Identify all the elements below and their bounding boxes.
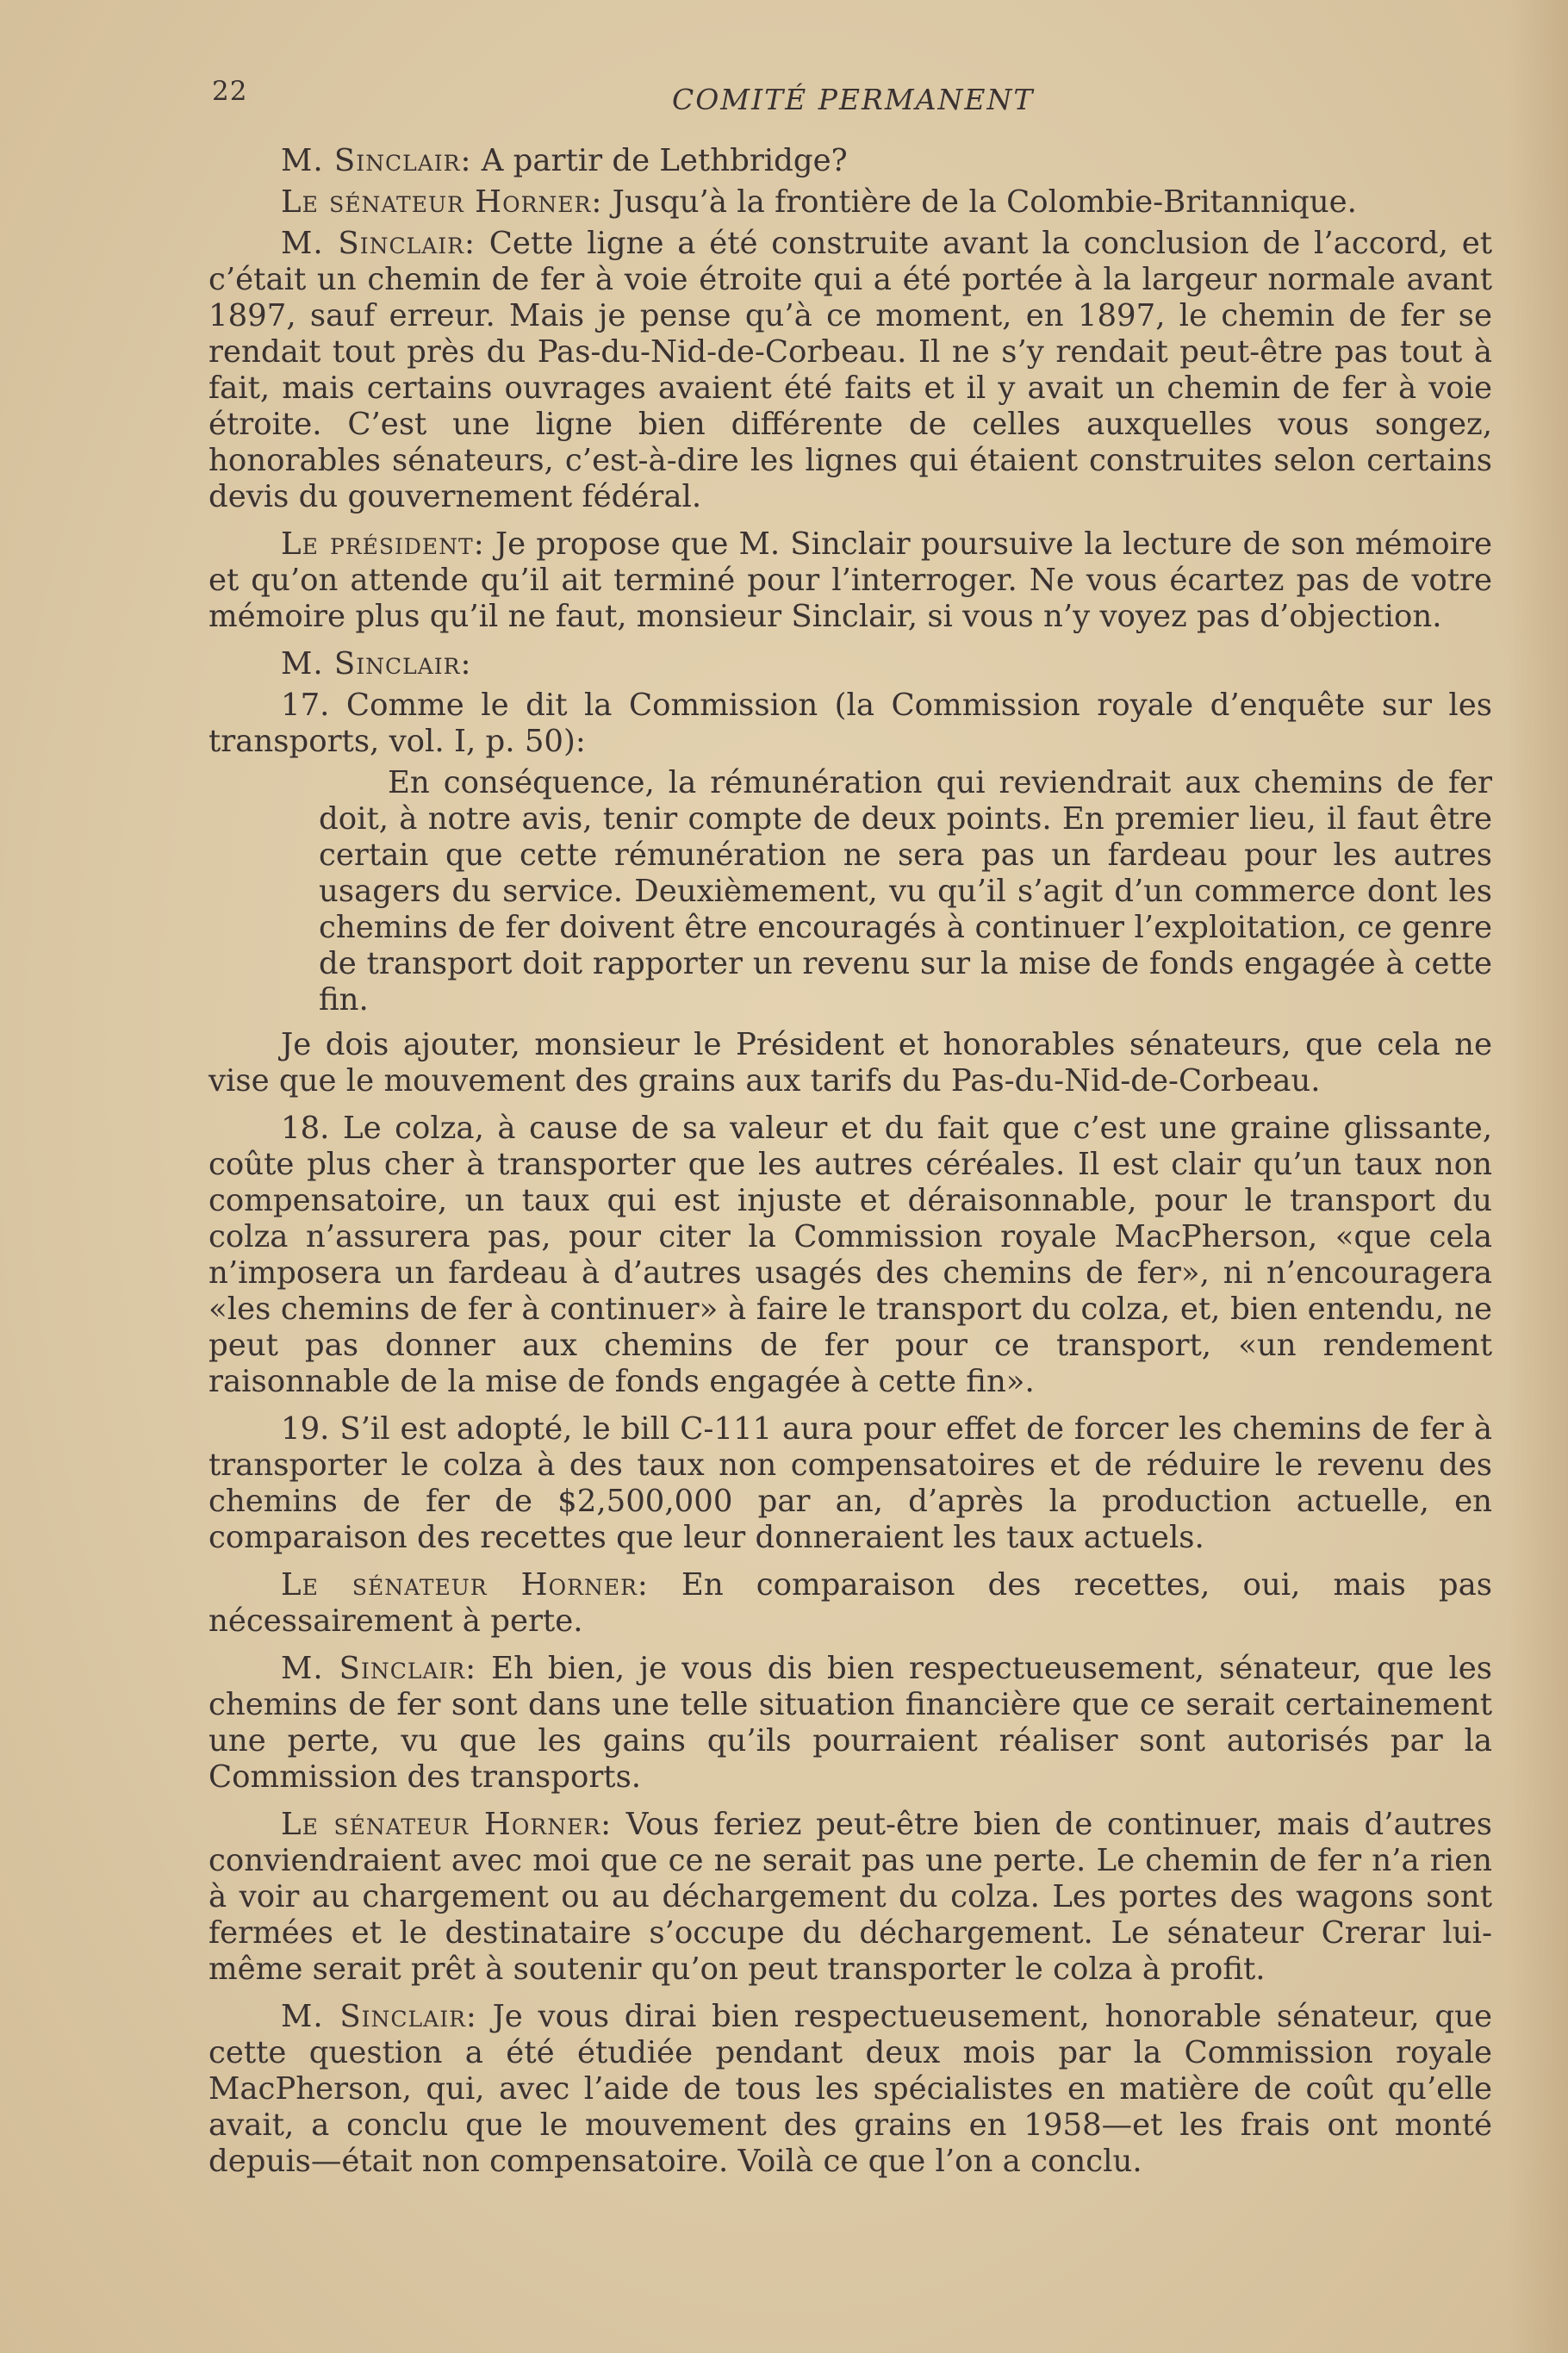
- paragraph-text: 18. Le colza, à cause de sa valeur et du fait que c’est une graine glissante, coûte plus cher à transporter que les autres céréales. Il est clair qu’un taux non compensatoire, un taux qui est injuste et déraisonnable, pour le transport du colza n’assurera pas, pour citer la Commission royale MacPherson, «que cela n’imposera un fardeau à d’autres usagés des chemins de fer», ni n’encouragera «les chemins de fer à continuer» à faire le transport du colza, et, bien entendu, ne peut pas donner aux chemins de fer pour ce transport, «un rendement raisonnable de la mise de fonds engagée à cette fin».: [208, 1111, 1492, 1399]
- speaker-name: M. Sinclair:: [281, 143, 472, 178]
- paragraph: [208, 1111, 1492, 1400]
- speaker-name: Le président:: [281, 526, 485, 562]
- speaker-name: Le sénateur Horner:: [281, 1567, 649, 1603]
- speaker-name: Le sénateur Horner:: [281, 1807, 613, 1842]
- page-number: 22: [212, 76, 248, 107]
- paragraph-text: Eh bien, je vous dis bien respectueusement, sénateur, que les chemins de fer sont dans une telle situation financière que ce serait certainement une perte, vu que les gains qu’ils pourraient réaliser sont autorisés par la Commission des transports.: [208, 1651, 1492, 1795]
- speaker-name: M. Sinclair:: [281, 226, 476, 261]
- paragraph-text: Je dois ajouter, monsieur le Président et honorables sénateurs, que cela ne vise que le mouvement des grains aux tarifs du Pas-du-Nid-de-Corbeau.: [208, 1027, 1492, 1099]
- paragraph-text: Je propose que M. Sinclair poursuive la lecture de son mémoire et qu’on attende qu’il ait terminé pour l’interroger. Ne vous écartez pas de votre mémoire plus qu’il ne faut, monsieur Sinclair, si vous n’y voyez pas d’objection.: [208, 526, 1492, 634]
- paragraph: [208, 1567, 1492, 1640]
- paragraph: [208, 1999, 1492, 2180]
- speaker-name: M. Sinclair:: [281, 1999, 477, 2034]
- paragraph-text: Jusqu’à la frontière de la Colombie-Britannique.: [602, 184, 1357, 220]
- paragraph-text: Je vous dirai bien respectueusement, honorable sénateur, que cette question a été étudiée pendant deux mois par la Commission royale MacPherson, qui, avec l’aide de tous les spécialistes en matière de coût qu’elle avait, a conclu que le mouvement des grains en 1958—et les frais ont monté depuis—était non compensatoire. Voilà ce que l’on a conclu.: [208, 1999, 1492, 2179]
- paragraph: [208, 1651, 1492, 1796]
- paragraph: [208, 688, 1492, 760]
- paragraph: [208, 646, 1492, 682]
- paragraph-text: En comparaison des recettes, oui, mais pas nécessairement à perte.: [208, 1567, 1492, 1639]
- paragraph-text: 17. Comme le dit la Commission (la Commission royale d’enquête sur les transports, vol. I, p. 50):: [208, 688, 1492, 759]
- page-header: [0, 76, 1568, 128]
- paragraph: [208, 1411, 1492, 1556]
- paragraph: [208, 184, 1492, 221]
- paragraph: [208, 226, 1492, 515]
- paragraph-text: 19. S’il est adopté, le bill C-111 aura pour effet de forcer les chemins de fer à transporter le colza à des taux non compensatoires et de réduire le revenu des chemins de fer de $2,500,000 par an, d’après la production actuelle, en comparaison des recettes que leur donneraient les taux actuels.: [208, 1411, 1492, 1555]
- speaker-name: M. Sinclair:: [281, 646, 472, 682]
- paragraph-text: A partir de Lethbridge?: [471, 143, 848, 178]
- paragraph: [208, 1027, 1492, 1099]
- running-title: COMITÉ PERMANENT: [672, 83, 1035, 116]
- paragraph: [208, 1807, 1492, 1988]
- paragraph: [208, 143, 1492, 179]
- body-text: [208, 143, 1492, 2191]
- paragraph-text: Cette ligne a été construite avant la conclusion de l’accord, et c’était un chemin de fer à voie étroite qui a été portée à la largeur normale avant 1897, sauf erreur. Mais je pense qu’à ce moment, en 1897, le chemin de fer se rendait tout près du Pas-du-Nid-de-Corbeau. Il ne s’y rendait peut-être pas tout à fait, mais certains ouvrages avaient été faits et il y avait un chemin de fer à voie étroite. C’est une ligne bien différente de celles auxquelles vous songez, honorables sénateurs, c’est-à-dire les lignes qui étaient construites selon certains devis du gouvernement fédéral.: [208, 226, 1492, 514]
- paragraph-text: Vous feriez peut-être bien de continuer, mais d’autres conviendraient avec moi que ce ne serait pas une perte. Le chemin de fer n’a rien à voir au chargement ou au déchargement du colza. Les portes des wagons sont fermées et le destinataire s’occupe du déchargement. Le sénateur Crerar lui-même serait prêt à soutenir qu’on peut transporter le colza à profit.: [208, 1807, 1492, 1987]
- speaker-name: Le sénateur Horner:: [281, 184, 603, 220]
- speaker-name: M. Sinclair:: [281, 1651, 477, 1686]
- block-quote: En conséquence, la rémunération qui reviendrait aux chemins de fer doit, à notre avis, tenir compte de deux points. En premier lieu, il faut être certain que cette rémunération ne sera pas un fardeau pour les autres usagers du service. Deuxièmement, vu qu’il s’agit d’un commerce dont les chemins de fer doivent être encouragés à continuer l’exploitation, ce genre de transport doit rapporter un revenu sur la mise de fonds engagée à cette fin.: [319, 765, 1492, 1018]
- paragraph: [208, 526, 1492, 635]
